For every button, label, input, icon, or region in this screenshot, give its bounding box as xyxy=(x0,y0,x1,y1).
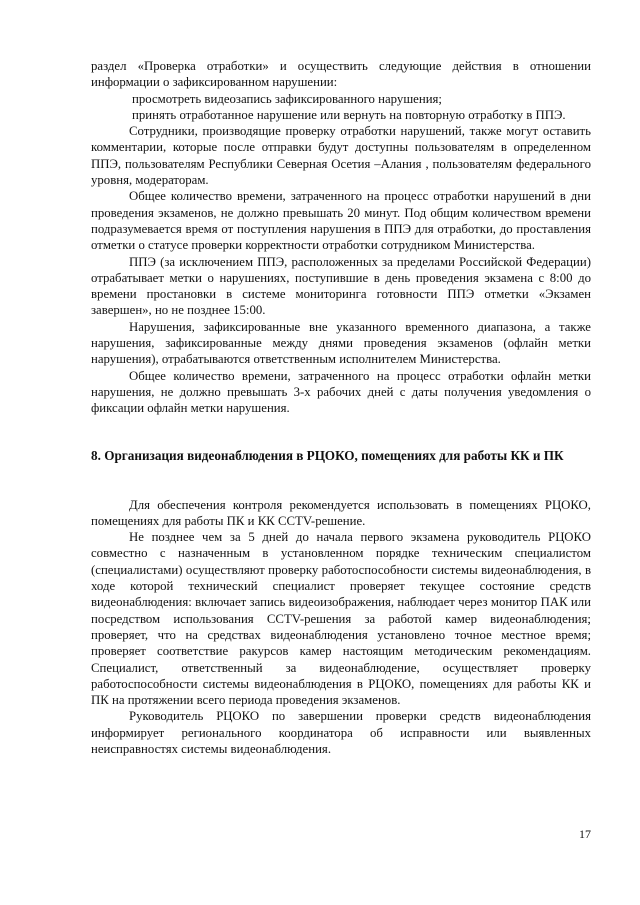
paragraph-comments: Сотрудники, производящие проверку отработки нарушений, также могут оставить комментарии, которые после отправки будут доступны пользователям в определенном ППЭ, пользователям Республики Северная Осетия –Алания , пользователям федерального уровня, модераторам. xyxy=(91,124,591,188)
paragraph-cctv-recommendation: Для обеспечения контроля рекомендуется использовать в помещениях РЦОКО, помещениях для работы ПК и КК CCTV-решение. xyxy=(91,497,591,528)
paragraph-time-limit: Общее количество времени, затраченного на процесс отработки нарушений в дни проведения экзаменов, не должно превышать 20 минут. Под общим количеством времени подразумевается время от поступления нарушения в ППЭ для отработки, до проставления отметки о статусе проверки корректности отработки сотрудником Министерства. xyxy=(91,189,591,253)
paragraph-offline-time-limit: Общее количество времени, затраченного на процесс отработки офлайн метки нарушения, не должно превышать 3-х рабочих дней с даты получения уведомления о фиксации офлайн метки нарушения. xyxy=(91,368,591,416)
paragraph-ppe-hours: ППЭ (за исключением ППЭ, расположенных за пределами Российской Федерации) отрабатывает метки о нарушениях, поступившие в день проведения экзамена с 8:00 до времени простановки в системе мониторинга готовности ППЭ отметки «Экзамен завершен», но не позднее 15:00. xyxy=(91,254,591,318)
page-number: 17 xyxy=(579,827,591,841)
paragraph-report-to-coordinator: Руководитель РЦОКО по завершении проверки средств видеонаблюдения информирует регионального координатора об исправности или выявленных неисправностях системы видеонаблюдения. xyxy=(91,709,591,756)
paragraph-offline-violations: Нарушения, зафиксированные вне указанного временного диапазона, а также нарушения, зафиксированные между днями проведения экзаменов (офлайн метки нарушения), отрабатываются ответственным исполнителем Министерства. xyxy=(91,319,591,367)
list-item-accept-or-return: принять отработанное нарушение или вернуть на повторную отработку в ППЭ. xyxy=(132,107,566,122)
paragraph-review-section-intro: раздел «Проверка отработки» и осуществить следующие действия в отношении информации о зафиксированном нарушении: xyxy=(91,59,591,90)
section-heading: 8. Организация видеонаблюдения в РЦОКО, помещениях для работы КК и ПК xyxy=(91,447,564,463)
list-item-view-recording: просмотреть видеозапись зафиксированного нарушения; xyxy=(132,91,442,106)
document-page xyxy=(91,58,591,757)
paragraph-system-check: Не позднее чем за 5 дней до начала первого экзамена руководитель РЦОКО совместно с назначенным в установленном порядке техническим специалистом (специалистами) осуществляют проверку работоспособности системы видеонаблюдения, в ходе которой технический специалист проверяет текущее состояние средств видеонаблюдения: включает запись видеоизображения, наблюдает через монитор ПАК или посредством использования CCTV-решения за работой камер видеонаблюдения; проверяет, что на средствах видеонаблюдения установлено точное местное время; проверяет соответствие ракурсов камер настоящим методическим рекомендациям. Специалист, ответственный за видеонаблюдение, осуществляет проверку работоспособности системы видеонаблюдения в РЦОКО, помещениях для работы КК и ПК на протяжении всего периода проведения экзаменов. xyxy=(91,530,591,708)
